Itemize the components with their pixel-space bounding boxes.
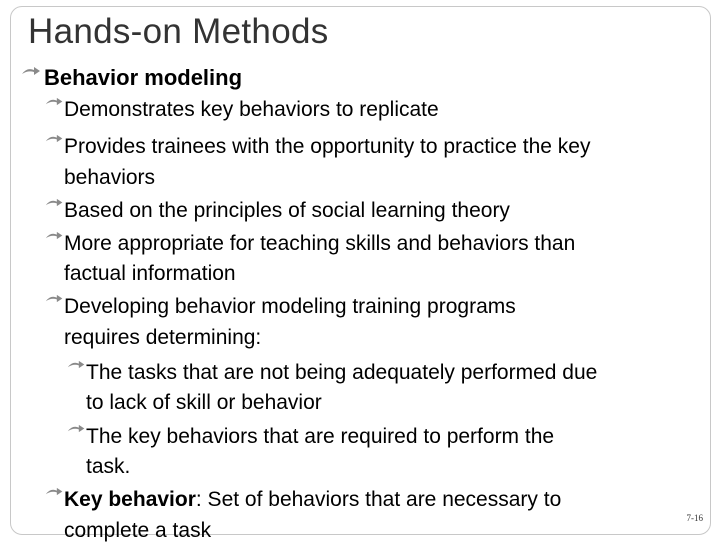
list-item bbox=[44, 229, 575, 259]
item-text: The tasks that are not being adequately performed due bbox=[86, 361, 598, 384]
curved-arrow-bullet-icon bbox=[66, 432, 80, 443]
key-term: Key behavior bbox=[64, 488, 196, 511]
curved-arrow-bullet-icon bbox=[44, 206, 58, 217]
list-item-continuation: complete a task bbox=[64, 519, 212, 542]
sub-list-item-continuation: to lack of skill or behavior bbox=[86, 391, 322, 414]
list-item-continuation: requires determining: bbox=[64, 326, 262, 349]
sub-list-item bbox=[66, 422, 554, 452]
sub-list-item bbox=[66, 358, 597, 388]
curved-arrow-bullet-icon bbox=[44, 105, 58, 116]
list-item bbox=[44, 485, 561, 515]
item-text: More appropriate for teaching skills and behaviors than bbox=[64, 232, 576, 255]
list-item bbox=[44, 196, 510, 226]
sub-list-item-continuation: task. bbox=[86, 455, 131, 478]
item-text: The key behaviors that are required to perform the bbox=[86, 425, 555, 448]
page-number: 7-16 bbox=[686, 513, 703, 523]
list-item bbox=[44, 292, 516, 322]
curved-arrow-bullet-icon bbox=[44, 239, 58, 250]
curved-arrow-bullet-icon bbox=[44, 495, 58, 506]
list-item bbox=[44, 132, 590, 162]
item-text: Demonstrates key behaviors to replicate bbox=[64, 98, 439, 121]
curved-arrow-bullet-icon bbox=[66, 368, 80, 379]
curved-arrow-bullet-icon bbox=[44, 142, 58, 153]
item-text: Developing behavior modeling training programs bbox=[64, 295, 516, 318]
item-text: Provides trainees with the opportunity to practice the key bbox=[64, 135, 591, 158]
list-item bbox=[44, 95, 439, 125]
list-item-continuation: factual information bbox=[64, 262, 236, 285]
list-item-continuation: behaviors bbox=[64, 166, 156, 189]
curved-arrow-bullet-icon bbox=[44, 302, 58, 313]
item-text: : Set of behaviors that are necessary to bbox=[195, 488, 562, 511]
item-text: Based on the principles of social learning theory bbox=[64, 199, 510, 222]
list-item-heading bbox=[20, 63, 242, 93]
slide-title: Hands-on Methods bbox=[28, 12, 329, 51]
heading-text: Behavior modeling bbox=[44, 65, 243, 90]
curved-arrow-bullet-icon bbox=[20, 74, 34, 85]
